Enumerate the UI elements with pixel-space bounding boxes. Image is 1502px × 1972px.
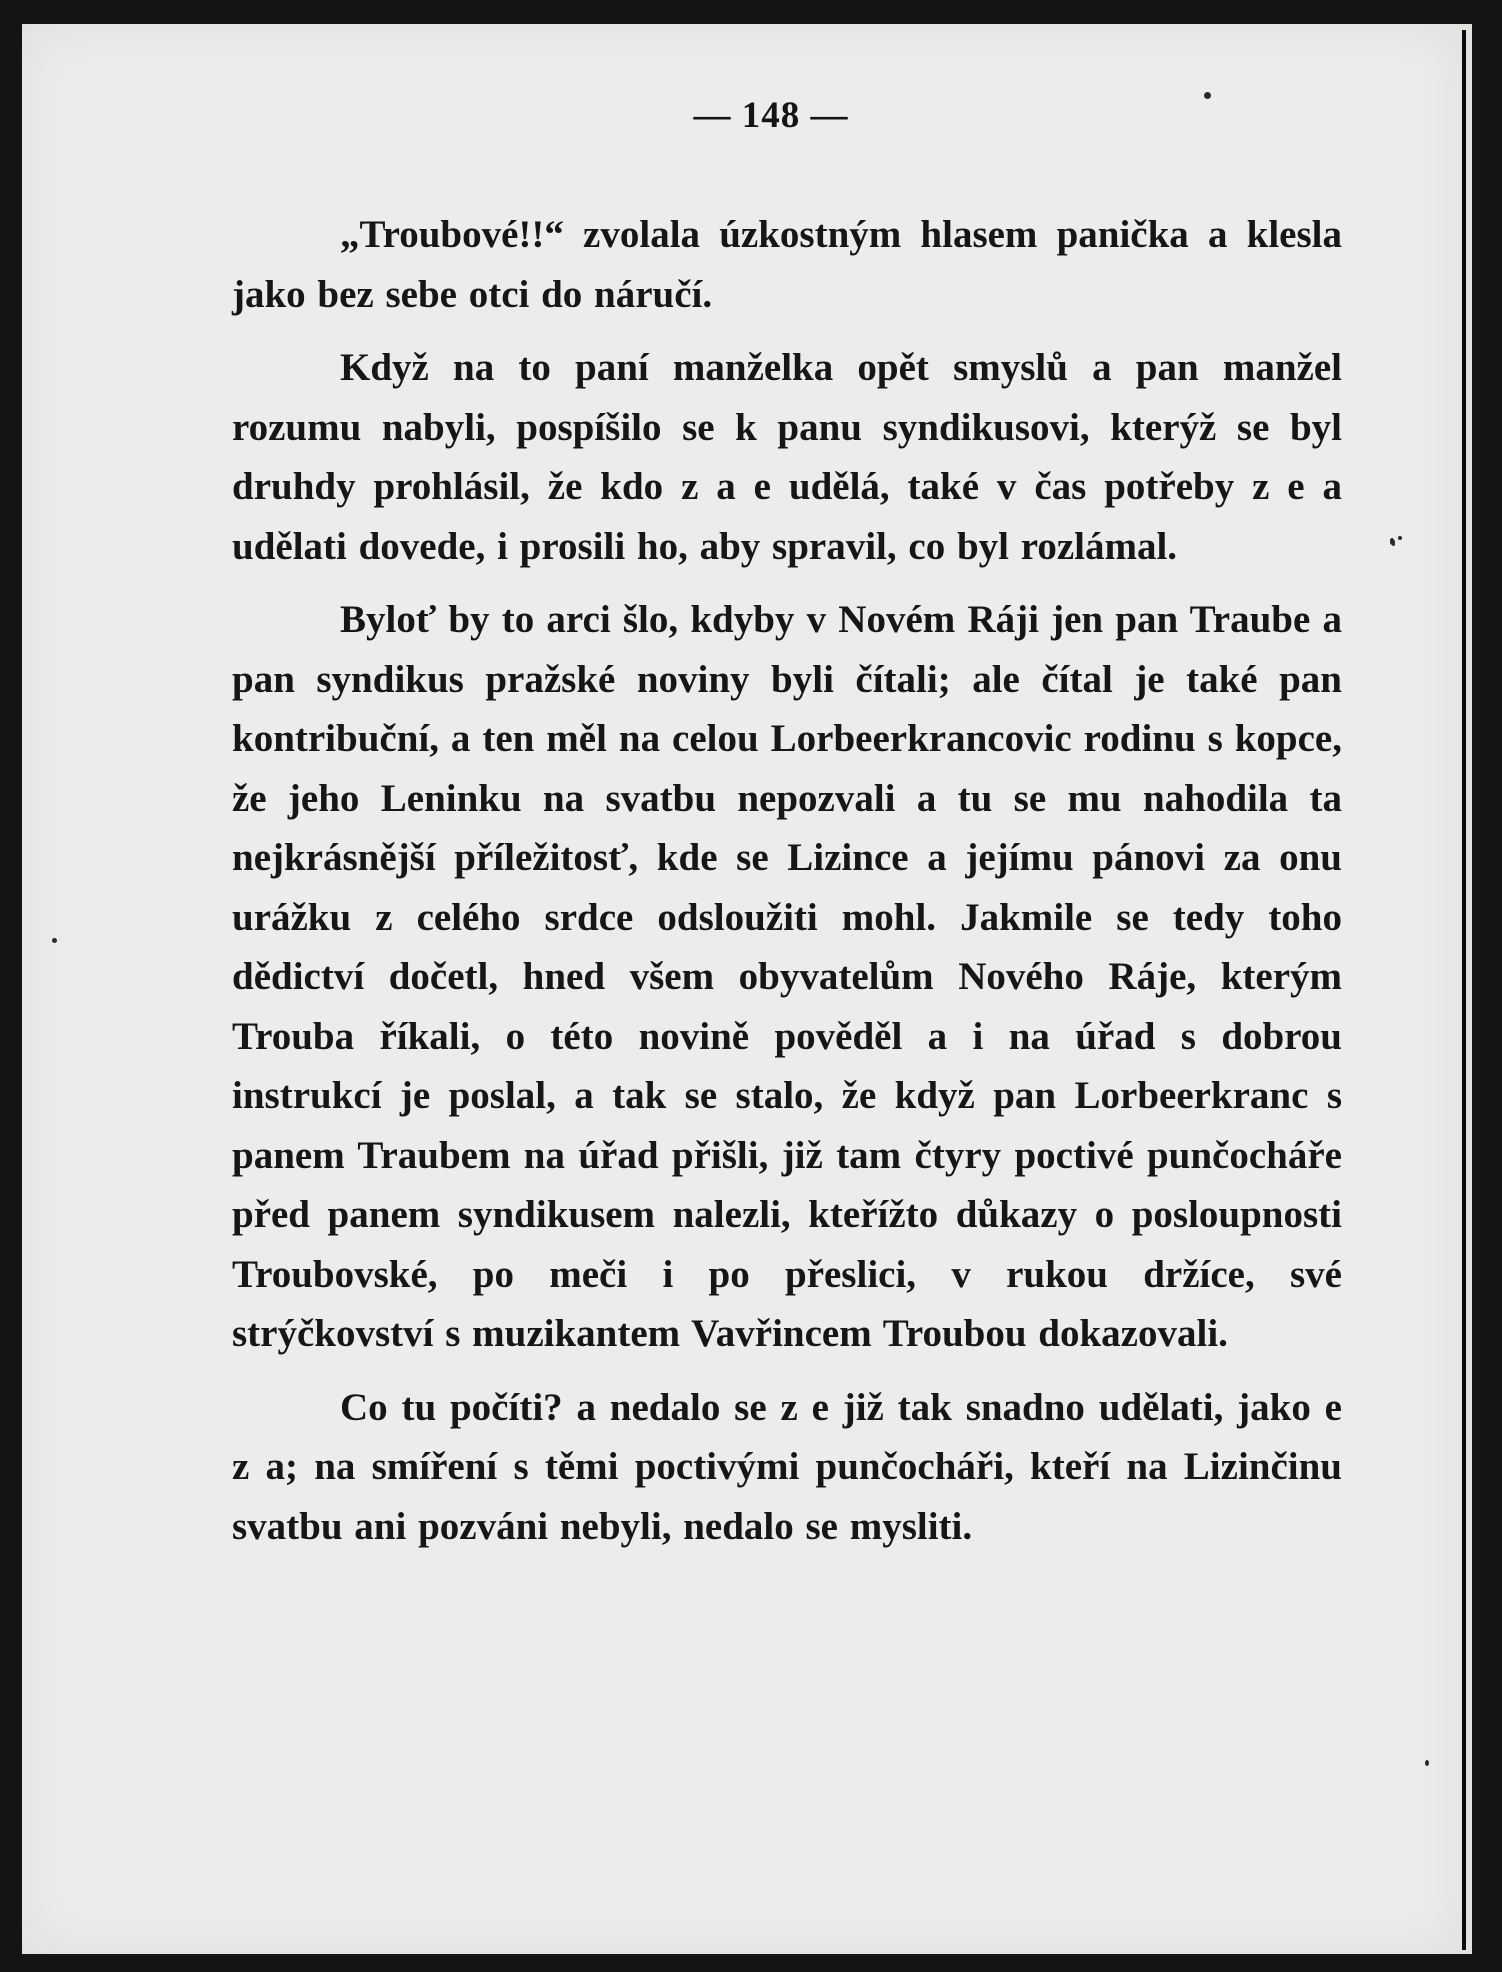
scan-speck [1425,1760,1429,1766]
paragraph-3: Byloť by to arci šlo, kdyby v Novém Ráji jen pan Traube a pan syndikus pražské noviny byli čítali; ale čítal je také pan kontribuční, a ten měl na celou Lorbeerkrancovic rodinu s kopce, že jeho Leninku na svatbu nepozvali a tu se mu nahodila ta nejkrásnější příležitosť, kde se Lizince a jejímu pánovi za onu urážku z celého srdce odsloužiti mohl. Jakmile se tedy toho dědictví dočetl, hned všem obyvatelům Nového Ráje, kterým Trouba říkali, o této novině pověděl a i na úřad s dobrou instrukcí je poslal, a tak se stalo, že když pan Lorbeerkranc s panem Traubem na úřad přišli, již tam čtyry poctivé punčocháře před panem syndikusem nalezli, kteřížto důkazy o posloupnosti Troubovské, po meči i po přeslici, v rukou držíce, své strýčkovství s muzikantem Vavřincem Troubou dokazovali. [232,598,1342,1355]
body-text [232,205,1342,1556]
page-number: — 148 — [693,95,849,136]
paragraph-2: Když na to paní manželka opět smyslů a pan manžel rozumu nabyli, pospíšilo se k panu syndikusovi, kterýž se byl druhdy prohlásil, že kdo z a e udělá, také v čas potřeby z e a udělati dovede, i prosili ho, aby spravil, co byl rozlámal. [232,346,1342,568]
paragraph-4: Co tu počíti? a nedalo se z e již tak snadno udělati, jako e z a; na smíření s těmi poctivými punčocháři, kteří na Lizinčinu svatbu ani pozváni nebyli, nedalo se mysliti. [232,1385,1342,1548]
scan-speck [52,938,57,943]
binding-edge [1462,30,1466,1950]
paragraph-1: „Troubové!!“ zvolala úzkostným hlasem panička a klesla jako bez sebe otci do náručí. [232,213,1342,316]
scan-speck [1398,536,1402,540]
scan-speck [1392,543,1395,546]
